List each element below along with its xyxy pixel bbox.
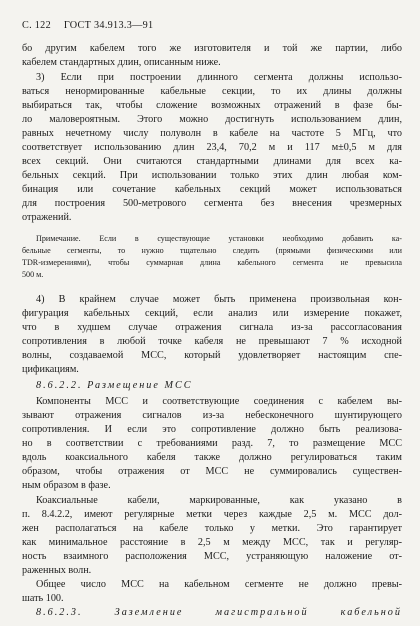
- page-header: [22, 20, 153, 31]
- text-line: шать 100.: [22, 593, 64, 604]
- text-line: фигурация кабельных секций, если анализ или измерение покажет,: [22, 308, 402, 319]
- text-line: Общее число МСС на кабельном сегменте не должно превы-: [36, 579, 402, 590]
- text-line: ло маловероятным. Этого можно достигнуть использованием длин,: [22, 114, 402, 125]
- text-line: для построения 500-метрового сегмента без внесения чрезмерных: [22, 198, 402, 209]
- text-line: равных нечетному числу полуволн в кабеле на частоте 5 МГц, что: [22, 128, 402, 139]
- text-line: 4) В крайнем случае может быть применена произвольная кон-: [36, 294, 402, 305]
- section-heading: 8.6.2.2. Размещение МСС: [36, 380, 193, 391]
- text-line: сопротивления в любой точке кабеля не превышают 7 % исходной: [22, 336, 402, 347]
- note-line: 500 м.: [22, 270, 44, 279]
- text-line: жен располагаться на кабеле только у метки. Это гарантирует: [22, 523, 402, 534]
- text-line: цификациям.: [22, 364, 79, 375]
- text-line: образом, чтобы отражения от МСС не суммировались существен-: [22, 466, 402, 477]
- text-line: Компоненты МСС и соответствующие соединения с кабелем вы-: [36, 396, 402, 407]
- text-line: ным образом в фазе.: [22, 480, 111, 491]
- text-line: что в худшем случае отражения сигнала из-за рассогласования: [22, 322, 402, 333]
- text-line: Коаксиальные кабели, маркированные, как указано в: [36, 495, 402, 506]
- text-line: выбираться так, чтобы сложение возможных отражений в фазе бы-: [22, 100, 402, 111]
- note-line: TDR-измерениями), чтобы суммарная длина кабельного сегмента не превысила: [22, 258, 402, 267]
- text-line: бельных секций. При использовании только этих длин любая ком-: [22, 170, 402, 181]
- text-line: ваться ненормированные кабельные секции, то их длины должны: [22, 86, 402, 97]
- text-line: 3) Если при построении длинного сегмента должны использо-: [36, 72, 402, 83]
- text-line: ность взаимного расположения МСС, устраняющую наложение от-: [22, 551, 402, 562]
- text-line: волны, создаваемой МСС, который удовлетворяет настоящим спе-: [22, 350, 402, 361]
- text-line: бо другим кабелем того же изготовителя и той же партии, либо: [22, 43, 402, 54]
- text-line: всех секций. Они считаются стандартными длинами для всех ка-: [22, 156, 402, 167]
- text-line: кабелем стандартных длин, описанным ниже.: [22, 57, 221, 68]
- text-line: зывают отражения сигналов из-за небесконечного шунтирующего: [22, 410, 402, 421]
- note-line: бельные сегменты, то нужно тщательно следить (прямыми физическими или: [22, 246, 402, 255]
- text-line: сопротивления. И если это сопротивление должно быть реализова-: [22, 424, 402, 435]
- page-number: С. 122: [22, 20, 51, 31]
- text-line: отражений.: [22, 212, 72, 223]
- standard-designation: ГОСТ 34.913.3—91: [63, 20, 154, 31]
- section-heading: 8.6.2.3. Заземление магистральной кабельной: [36, 607, 402, 618]
- text-line: как минимальное расстояние в 2,5 м между МСС, так и регуляр-: [22, 537, 402, 548]
- text-line: п. 8.4.2.2, имеют регулярные метки через каждые 2,5 м. МСС дол-: [22, 509, 402, 520]
- text-line: бинация или сочетание кабельных секций может использоваться: [22, 184, 402, 195]
- note-line: Примечание. Если в существующие установки необходимо добавить ка-: [36, 234, 402, 243]
- text-line: но в соответствии с требованиями разд. 7, то размещение МСС: [22, 438, 402, 449]
- text-line: соответствует использованию длин 23,4, 70,2 м и 117 м±0,5 м для: [22, 142, 402, 153]
- text-line: вдоль коаксиального кабеля также должно регулироваться таким: [22, 452, 402, 463]
- text-line: раженных волн.: [22, 565, 92, 576]
